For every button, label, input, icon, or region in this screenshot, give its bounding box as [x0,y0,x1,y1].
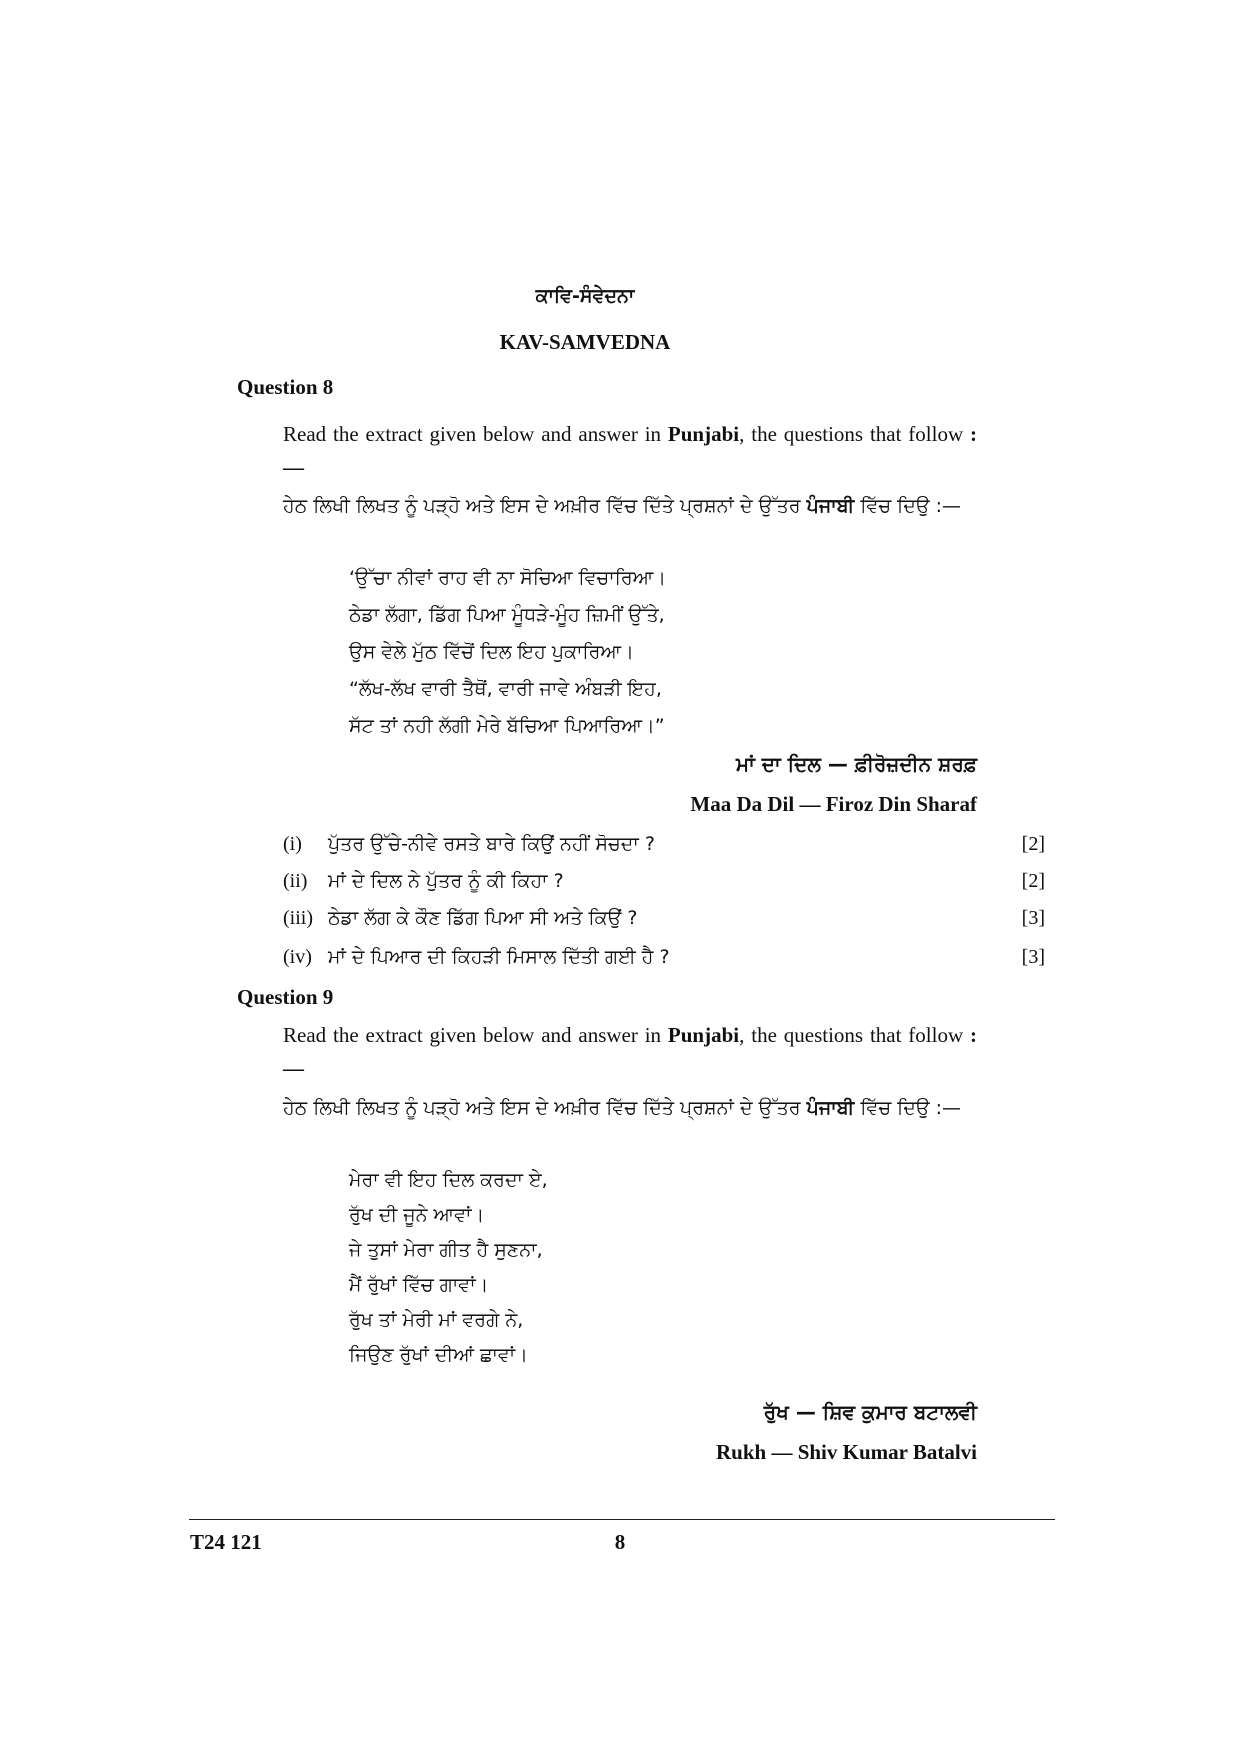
question-8-credit-punjabi: ਮਾਂ ਦਾ ਦਿਲ — ਫ਼ੀਰੋਜ਼ਦੀਨ ਸ਼ਰਫ਼ [736,752,977,776]
item-number: (iv) [283,946,312,968]
item-text: ਮਾਂ ਦੇ ਦਿਲ ਨੇ ਪੁੱਤਰ ਨੂੰ ਕੀ ਕਿਹਾ ? [328,870,564,892]
question-9-instruction-punjabi [283,1092,977,1125]
poem-line: ਜੇ ਤੁਸਾਂ ਮੇਰਾ ਗੀਤ ਹੈ ਸੁਣਨਾ, [349,1239,543,1261]
paper-code: T24 121 [190,1530,262,1554]
question-8-item [283,870,1045,900]
instruction-text: ਵਿੱਚ ਦਿਉ :— [854,1097,962,1119]
item-marks: [2] [1021,870,1045,892]
poem-line: ਰੁੱਖ ਤਾਂ ਮੇਰੀ ਮਾਂ ਵਰਗੇ ਨੇ, [349,1309,524,1331]
poem-line: ਮੈਂ ਰੁੱਖਾਂ ਵਿੱਚ ਗਾਵਾਂ। [349,1274,489,1296]
section-title-punjabi: ਕਾਵਿ-ਸੰਵੇਦਨਾ [535,285,635,307]
instruction-text: , the questions that follow [739,422,970,446]
question-8-instruction-english [283,418,977,484]
item-marks: [3] [1021,946,1045,968]
instruction-language-bold: ਪੰਜਾਬੀ [806,1097,855,1119]
section-title-english: KAV-SAMVEDNA [499,330,671,354]
poem-line: ‘ਉੱਚਾ ਨੀਵਾਂ ਰਾਹ ਵੀ ਨਾ ਸੋਚਿਆ ਵਿਚਾਰਿਆ। [349,567,667,589]
item-text: ਮਾਂ ਦੇ ਪਿਆਰ ਦੀ ਕਿਹੜੀ ਮਿਸਾਲ ਦਿੱਤੀ ਗਈ ਹੈ ? [328,946,670,968]
instruction-text: ਵਿੱਚ ਦਿਉ :— [854,495,962,517]
poem-line: “ਲੱਖ-ਲੱਖ ਵਾਰੀ ਤੈਥੋਂ, ਵਾਰੀ ਜਾਵੇ ਅੰਬੜੀ ਇਹ, [349,678,662,700]
instruction-text: ਹੇਠ ਲਿਖੀ ਲਿਖਤ ਨੂੰ ਪੜ੍ਹੋ ਅਤੇ ਇਸ ਦੇ ਅਖ਼ੀਰ ਵਿੱਚ ਦਿੱਤੇ ਪ੍ਰਸ਼ਨਾਂ ਦੇ ਉੱਤਰ [283,1097,807,1119]
question-8-item [283,833,1045,863]
instruction-language-bold: Punjabi [667,1023,740,1047]
poem-line: ਠੇਡਾ ਲੱਗਾ, ਡਿੱਗ ਪਿਆ ਮੂੰਧੜੇ-ਮੂੰਹ ਜ਼ਿਮੀਂ ਉੱਤੇ, [349,604,665,626]
instruction-language-bold: ਪੰਜਾਬੀ [806,495,855,517]
question-9-title: Question 9 [237,985,334,1009]
instruction-text: Read the extract given below and answer in [283,1023,668,1047]
item-number: (ii) [283,870,308,892]
question-8-item [283,907,1045,937]
question-8-instruction-punjabi [283,490,977,523]
question-8-item [283,946,1045,976]
item-text: ਠੇਡਾ ਲੱਗ ਕੇ ਕੌਣ ਡਿੱਗ ਪਿਆ ਸੀ ਅਤੇ ਕਿਉਂ ? [328,907,638,929]
instruction-dash: :— [283,422,977,479]
item-marks: [2] [1021,833,1045,855]
question-9-credit-punjabi: ਰੁੱਖ — ਸ਼ਿਵ ਕੁਮਾਰ ਬਟਾਲਵੀ [763,1400,977,1424]
instruction-text: , the questions that follow [739,1023,970,1047]
question-9-poem [349,1163,548,1373]
item-text: ਪੁੱਤਰ ਉੱਚੇ-ਨੀਵੇ ਰਸਤੇ ਬਾਰੇ ਕਿਉਂ ਨਹੀਂ ਸੋਚਦਾ ? [328,833,655,855]
item-number: (iii) [283,907,313,929]
item-number: (i) [283,833,302,855]
item-marks: [3] [1021,907,1045,929]
poem-line: ਮੇਰਾ ਵੀ ਇਹ ਦਿਲ ਕਰਦਾ ਏ, [349,1169,548,1191]
question-8-credit-english: Maa Da Dil — Firoz Din Sharaf [690,792,977,816]
question-8-poem [349,560,666,745]
poem-line: ਰੁੱਖ ਦੀ ਜੂਨੇ ਆਵਾਂ। [349,1204,485,1226]
footer-divider [189,1519,1055,1520]
question-9-instruction-english [283,1019,977,1085]
poem-line: ਸੱਟ ਤਾਂ ਨਹੀ ਲੱਗੀ ਮੇਰੇ ਬੱਚਿਆ ਪਿਆਰਿਆ।” [349,715,665,737]
question-9-credit-english: Rukh — Shiv Kumar Batalvi [715,1440,977,1464]
instruction-dash: :— [283,1023,977,1080]
instruction-text: ਹੇਠ ਲਿਖੀ ਲਿਖਤ ਨੂੰ ਪੜ੍ਹੋ ਅਤੇ ਇਸ ਦੇ ਅਖ਼ੀਰ ਵਿੱਚ ਦਿੱਤੇ ਪ੍ਰਸ਼ਨਾਂ ਦੇ ਉੱਤਰ [283,495,807,517]
instruction-language-bold: Punjabi [667,422,740,446]
poem-line: ਜਿਉਣ ਰੁੱਖਾਂ ਦੀਆਂ ਛਾਵਾਂ। [349,1344,528,1366]
instruction-text: Read the extract given below and answer in [283,422,668,446]
poem-line: ਉਸ ਵੇਲੇ ਮੁੱਠ ਵਿੱਚੋਂ ਦਿਲ ਇਹ ਪੁਕਾਰਿਆ। [349,641,634,663]
question-8-title: Question 8 [237,375,334,399]
page-number: 8 [614,1530,626,1554]
